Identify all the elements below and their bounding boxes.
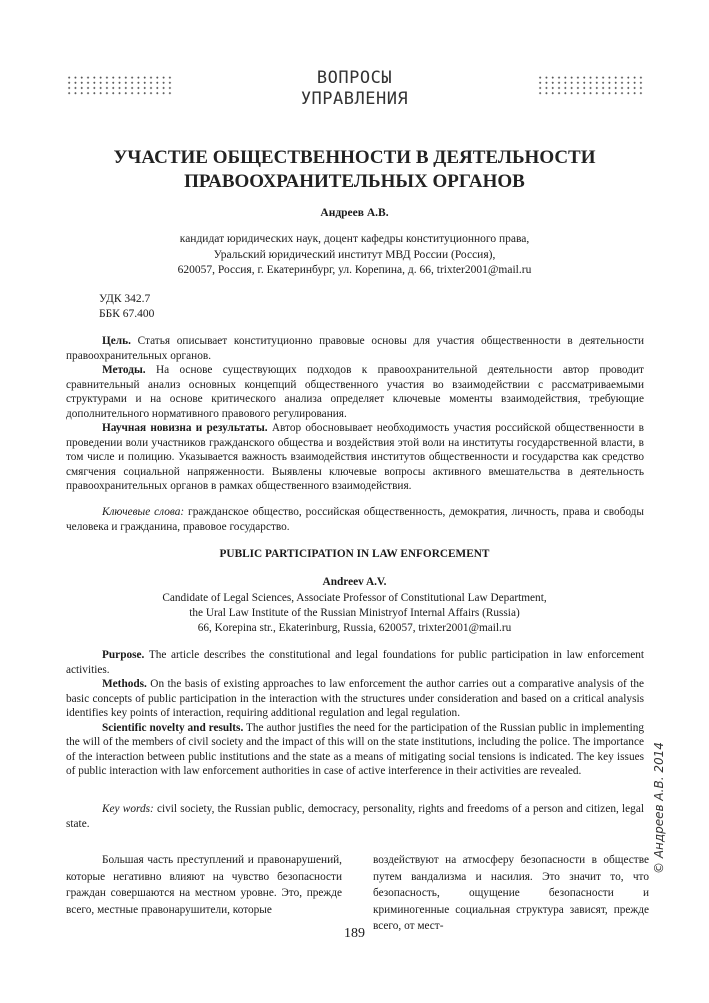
affiliation-line: Candidate of Legal Sciences, Associate Professor of Constitutional Law Department, bbox=[162, 592, 547, 604]
affiliation-line: 66, Korepina str., Ekaterinburg, Russia, 620057, trixter2001@mail.ru bbox=[197, 622, 512, 634]
purpose-label: Purpose. bbox=[102, 649, 145, 661]
keywords-russian bbox=[66, 505, 644, 534]
purpose-text: The article describes the constitutional and legal foundations for public participation in law enforcement activities. bbox=[66, 649, 644, 676]
body-paragraph: Большая часть преступлений и правонарушений, которые негативно влияют на чувство безопасности граждан совершаются на местном уровне. Это, прежде всего, местные правонарушители, которые bbox=[66, 854, 342, 916]
abstract-results bbox=[66, 421, 644, 494]
methods-label-en: Methods. bbox=[102, 678, 147, 690]
udc-code: УДК 342.7 bbox=[99, 293, 151, 305]
english-author-name: Andreev A.V. bbox=[322, 576, 387, 588]
goal-text: Статья описывает конституционно правовые основы для участия общественности в деятельности правоохранительных органов. bbox=[66, 335, 644, 362]
copyright-notice: © Андреев А.В. 2014 bbox=[652, 742, 666, 874]
abstract-russian bbox=[66, 334, 644, 494]
page-number: 189 bbox=[344, 926, 365, 941]
abstract-results-en bbox=[66, 721, 644, 779]
keywords-text: гражданское общество, российская общественность, демократия, личность, права и свободы человека и гражданина, правовое государство. bbox=[66, 506, 645, 533]
abstract-methods bbox=[66, 363, 644, 421]
results-label: Научная новизна и результаты. bbox=[102, 422, 268, 434]
results-text: Автор обосновывает необходимость участия российской общественности в проведении воли участников гражданского общества и воздействия этой воли на институты государственной власти, в том числе и полицию. Указывается важность взаимодействия институтов общественности и государства как средство смягчения социальной напряженности. Выявлены ключевые вопросы активного вмешательства в деятельность правоохранительных органов в рамках общественного взаимодействия. bbox=[66, 422, 644, 492]
affiliation-line: Уральский юридический институт МВД России (Россия), bbox=[213, 248, 496, 261]
author-affiliation bbox=[0, 232, 709, 279]
keywords-english bbox=[66, 802, 644, 831]
body-column-left bbox=[66, 852, 342, 918]
article-title-line2: ПРАВООХРАНИТЕЛЬНЫХ ОРГАНОВ bbox=[184, 171, 525, 192]
results-label-en: Scientific novelty and results. bbox=[102, 721, 244, 734]
english-title: PUBLIC PARTICIPATION IN LAW ENFORCEMENT bbox=[219, 548, 490, 560]
keywords-label-en: Key words: bbox=[102, 803, 154, 815]
goal-label: Цель. bbox=[102, 335, 131, 347]
abstract-methods-en bbox=[66, 677, 644, 721]
methods-text: На основе существующих подходов к правоохранительной деятельности автор проводит сравнительный анализ основных концепций общественного участия во взаимодействии с рассматриваемыми структурами и на основе критического анализа определяет ключевые моменты взаимодействия, требующие дополнительного нормативного правового регулирования. bbox=[66, 364, 644, 420]
methods-label: Методы. bbox=[102, 364, 146, 376]
affiliation-line: кандидат юридических наук, доцент кафедры конституционного права, bbox=[179, 233, 530, 245]
journal-title-line2: УПРАВЛЕНИЯ bbox=[300, 89, 409, 109]
classification-codes bbox=[99, 292, 154, 321]
abstract-english bbox=[66, 648, 644, 779]
affiliation-line: 620057, Россия, г. Екатеринбург, ул. Корепина, д. 66, trixter2001@mail.ru bbox=[177, 264, 532, 276]
affiliation-line: the Ural Law Institute of the Russian Ministryof Internal Affairs (Russia) bbox=[189, 607, 520, 619]
journal-title-line1: ВОПРОСЫ bbox=[316, 68, 393, 88]
results-text-en: The author justifies the need for the participation of the Russian public in implementing the will of the members of civil society and the impact of this will on the state institutions, including the police. The importance of the interaction between public institutions and the state as a means of mitigating social tensions is indicated. The key issues of public interaction with law enforcement authorities in case of active interference in their activities are revealed. bbox=[66, 721, 645, 777]
body-column-right bbox=[373, 852, 649, 935]
journal-title bbox=[0, 68, 709, 110]
keywords-label: Ключевые слова: bbox=[102, 506, 185, 518]
english-affiliation bbox=[0, 591, 709, 636]
author-name: Андреев А.В. bbox=[320, 207, 389, 219]
article-title-line1: УЧАСТИЕ ОБЩЕСТВЕННОСТИ В ДЕЯТЕЛЬНОСТИ bbox=[113, 147, 596, 168]
abstract-purpose bbox=[66, 648, 644, 677]
keywords-text-en: civil society, the Russian public, democracy, personality, rights and freedoms of a person and citizen, legal state. bbox=[66, 803, 644, 830]
bbk-code: ББК 67.400 bbox=[99, 307, 155, 320]
methods-text-en: On the basis of existing approaches to law enforcement the author carries out a comparative analysis of the basic concepts of public participation in the interaction with the structures under consideration and based on a critical analysis identifies key points of interaction, requiring additional regulation and legal regulation. bbox=[66, 678, 644, 719]
abstract-goal bbox=[66, 334, 644, 363]
article-title bbox=[60, 146, 649, 194]
body-paragraph: воздействуют на атмосферу безопасности в обществе путем вандализма и насилия. Это значит то, что безопасность, ощущение безопасности и криминогенные социальная структура зависят, прежде всего, от мест- bbox=[373, 854, 649, 932]
